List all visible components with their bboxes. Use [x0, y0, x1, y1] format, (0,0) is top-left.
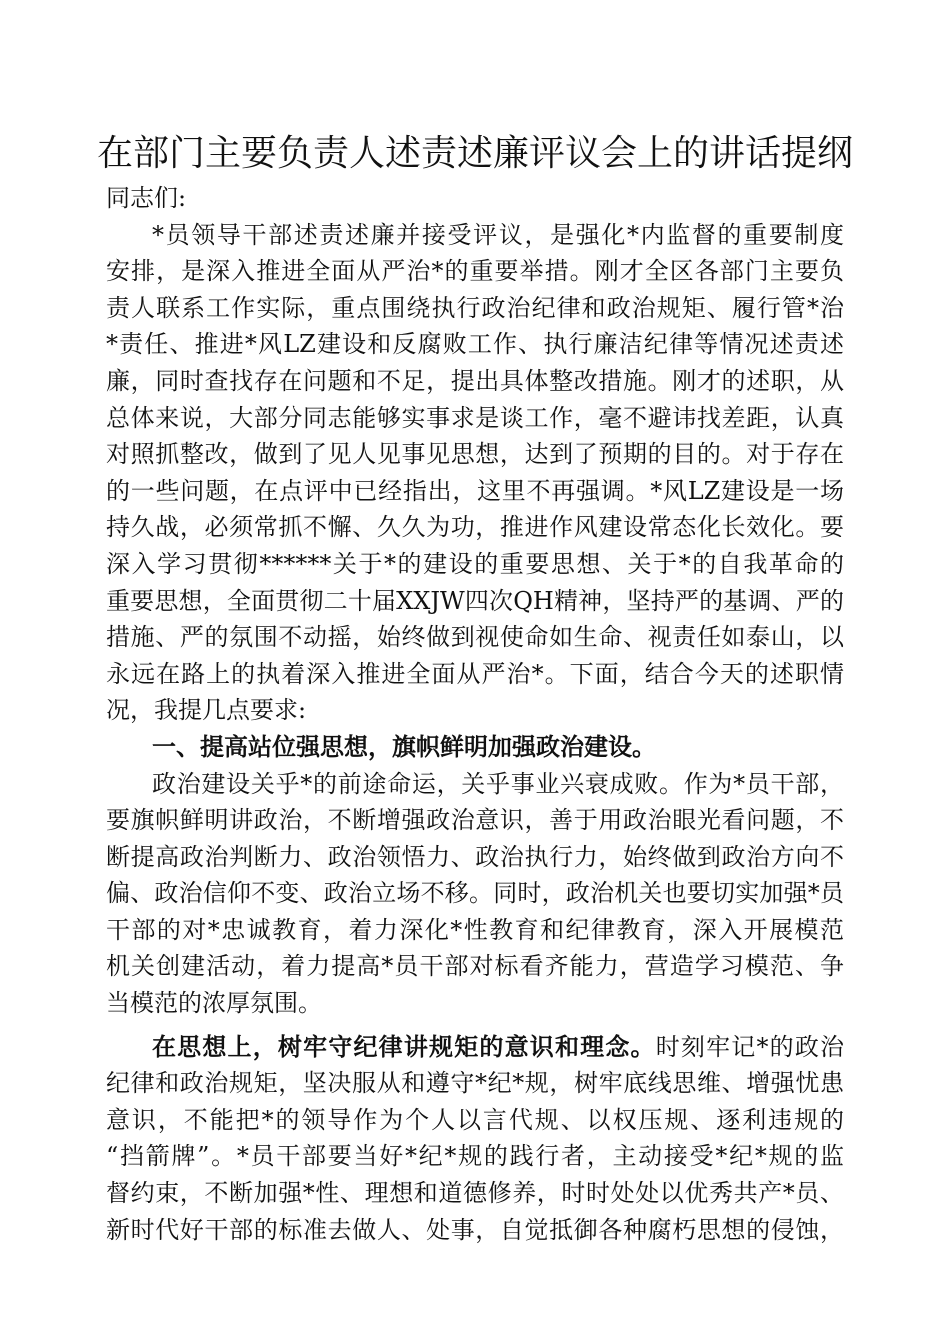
paragraph-line: 当模范的浓厚氛围。 [106, 989, 322, 1018]
greeting: 同志们: [106, 184, 187, 212]
paragraph-line [106, 1029, 844, 1066]
paragraph-line: 总体来说，大部分同志能够实事求是谈工作，毫不避讳找差距，认真 [106, 403, 844, 432]
section-heading: 一、提高站位强思想，旗帜鲜明加强政治建设。 [152, 732, 656, 761]
section1-paragraph [106, 766, 844, 1022]
paragraph-line: 措施、严的氛围不动摇，始终做到视使命如生命、视责任如泰山，以 [106, 623, 844, 652]
document-body [106, 176, 844, 1248]
paragraph-line: 要旗帜鲜明讲政治，不断增强政治意识，善于用政治眼光看问题，不 [106, 806, 844, 835]
paragraph-line: 责人联系工作实际，重点围绕执行政治纪律和政治规矩、履行管*治 [106, 293, 844, 322]
paragraph-line: 断提高政治判断力、政治领悟力、政治执行力，始终做到政治方向不 [106, 842, 844, 871]
paragraph-line: 的一些问题，在点评中已经指出，这里不再强调。*风LZ建设是一场 [106, 476, 844, 505]
intro-paragraph [106, 217, 844, 729]
paragraph-line: 永远在路上的执着深入推进全面从严治*。下面，结合今天的述职情 [106, 659, 844, 688]
paragraph-line: 意识，不能把*的领导作为个人以言代规、以权压规、逐利违规的 [106, 1105, 844, 1134]
paragraph-2 [106, 1029, 844, 1249]
paragraph-line: “挡箭牌”。*员干部要当好*纪*规的践行者，主动接受*纪*规的监 [106, 1142, 844, 1171]
page-title: 在部门主要负责人述责述廉评议会上的讲话提纲 [96, 133, 853, 174]
paragraph-line: *责任、推进*风LZ建设和反腐败工作、执行廉洁纪律等情况述责述 [106, 330, 844, 359]
paragraph-line: 督约束，不断加强*性、理想和道德修养，时时处处以优秀共产*员、 [106, 1179, 844, 1208]
paragraph-line: 偏、政治信仰不变、政治立场不移。同时，政治机关也要切实加强*员 [106, 879, 844, 908]
paragraph-line: *员领导干部述责述廉并接受评议，是强化*内监督的重要制度 [152, 220, 844, 249]
paragraph-text: 时刻牢记*的政治 [655, 1032, 844, 1061]
paragraph-lead: 在思想上，树牢守纪律讲规矩的意识和理念。 [152, 1032, 656, 1061]
paragraph-line: 深入学习贯彻******关于*的建设的重要思想、关于*的自我革命的 [106, 549, 844, 578]
paragraph-line: 重要思想，全面贯彻二十届XXJW四次QH精神，坚持严的基调、严的 [106, 586, 844, 615]
paragraph-line: 对照抓整改，做到了见人见事见思想，达到了预期的目的。对于存在 [106, 440, 844, 469]
paragraph-line: 新时代好干部的标准去做人、处事，自觉抵御各种腐朽思想的侵蚀， [106, 1215, 844, 1244]
paragraph-line: 廉，同时查找存在问题和不足，提出具体整改措施。刚才的述职，从 [106, 366, 844, 395]
paragraph-line: 况，我提几点要求: [106, 696, 307, 725]
paragraph-line: 安排，是深入推进全面从严治*的重要举措。刚才全区各部门主要负 [106, 257, 844, 286]
paragraph-line: 干部的对*忠诚教育，着力深化*性教育和纪律教育，深入开展模范 [106, 915, 844, 944]
paragraph-line: 机关创建活动，着力提高*员干部对标看齐能力，营造学习模范、争 [106, 952, 844, 981]
paragraph-line: 政治建设关乎*的前途命运，关乎事业兴衰成败。作为*员干部， [152, 769, 844, 798]
paragraph-line: 持久战，必须常抓不懈、久久为功，推进作风建设常态化长效化。要 [106, 513, 844, 542]
paragraph-line: 纪律和政治规矩，坚决服从和遵守*纪*规，树牢底线思维、增强忧患 [106, 1069, 844, 1098]
